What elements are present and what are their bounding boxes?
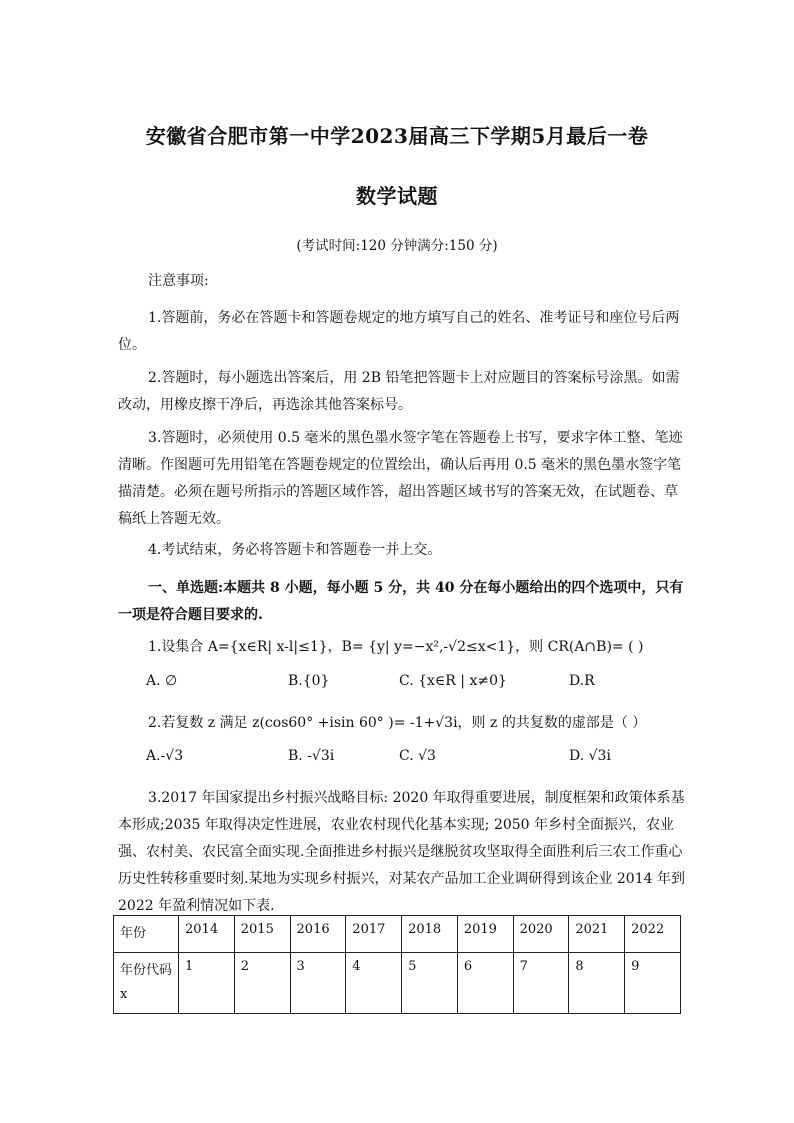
notice-item-4: 4.考试结束，务必将答题卡和答题卷一并上交。 xyxy=(148,542,442,558)
exam-title: 安徽省合肥市第一中学2023届高三下学期5月最后一卷 xyxy=(145,124,649,148)
profit-table xyxy=(113,915,681,1014)
notice-item-2: 2.答题时，每小题选出答案后，用 2B 铅笔把答题卡上对应题目的答案标号涂黑。如需改动，用橡皮擦干净后，再选涂其他答案标号。 xyxy=(118,370,680,413)
table-cell: 2021 xyxy=(569,916,625,953)
table-cell: 8 xyxy=(569,953,625,1014)
question-2-options xyxy=(146,748,686,772)
exam-info: (考试时间:120 分钟满分:150 分) xyxy=(296,238,498,254)
table-cell: 2017 xyxy=(346,916,402,953)
table-cell: 2020 xyxy=(513,916,569,953)
q1-option-d: D.R xyxy=(569,673,595,689)
notice-item-3: 3.答题时，必须使用 0.5 毫米的黑色墨水签字笔在答题卷上书写，要求字体工整、笔迹清晰。作图题可先用铅笔在答题卷规定的位置绘出，确认后再用 0.5 毫米的黑色墨水签字笔描清楚。必须在题号所指示的答题区域作答，超出答题区域书写的答案无效，在试题卷、草稿纸上答题无效。 xyxy=(118,430,683,527)
subject-title: 数学试题 xyxy=(356,184,438,208)
notice-item-1: 1.答题前，务必在答题卡和答题卷规定的地方填写自己的姓名、准考证号和座位号后两位。 xyxy=(118,310,680,353)
table-cell: 7 xyxy=(513,953,569,1014)
table-cell: 2016 xyxy=(290,916,346,953)
table-cell: 2018 xyxy=(402,916,458,953)
table-cell: 2 xyxy=(234,953,290,1014)
table-cell: 2015 xyxy=(234,916,290,953)
q2-option-a: A.-√3 xyxy=(146,748,184,764)
q1-option-a: A. ∅ xyxy=(146,673,178,689)
q1-option-b: B.{0} xyxy=(288,673,330,689)
table-cell: 3 xyxy=(290,953,346,1014)
table-cell: 9 xyxy=(625,953,681,1014)
table-cell: 4 xyxy=(346,953,402,1014)
q2-option-b: B. -√3i xyxy=(288,748,335,764)
table-cell: 2014 xyxy=(179,916,235,953)
table-cell: 年份代码 x xyxy=(114,953,179,1014)
table-cell: 2022 xyxy=(625,916,681,953)
q2-option-d: D. √3i xyxy=(569,748,611,764)
table-cell: 6 xyxy=(457,953,513,1014)
section-heading: 一、单选题:本题共 8 小题，每小题 5 分，共 40 分在每小题给出的四个选项中，只有一项是符合题目要求的. xyxy=(118,580,684,623)
table-cell: 1 xyxy=(179,953,235,1014)
question-1-stem: 1.设集合 A={x∈R| x-l|≤1}，B= {y| y=−x²,-√2≤x<1}，则 CR(A∩B)= ( ) xyxy=(148,639,644,655)
q1-option-c: C. {x∈R | x≠0} xyxy=(399,673,507,689)
table-row xyxy=(114,953,681,1014)
question-3-stem: 3.2017 年国家提出乡村振兴战略目标: 2020 年取得重要进展，制度框架和政策体系基本形成;2035 年取得决定性进展，农业农村现代化基本实现; 2050 年乡村全面振兴，农业强、农村美、农民富全面实现.全面推进乡村振兴是继脱贫攻坚取得全面胜利后三农工作重心历史性转移重要时刻.某地为实现乡村振兴，对某农产品加工企业调研得到该企业 2014 年到 2022 年盈利情况如下表. xyxy=(118,790,685,914)
question-2-stem: 2.若复数 z 满足 z(cos60° +isin 60° )= -1+√3i，则 z 的共复数的虚部是（ ） xyxy=(148,715,647,731)
question-1-options xyxy=(146,673,686,697)
notice-heading: 注意事项: xyxy=(148,273,209,289)
q2-option-c: C. √3 xyxy=(399,748,436,764)
table-row xyxy=(114,916,681,953)
table-cell: 年份 xyxy=(114,916,179,953)
table-cell: 5 xyxy=(402,953,458,1014)
table-cell: 2019 xyxy=(457,916,513,953)
